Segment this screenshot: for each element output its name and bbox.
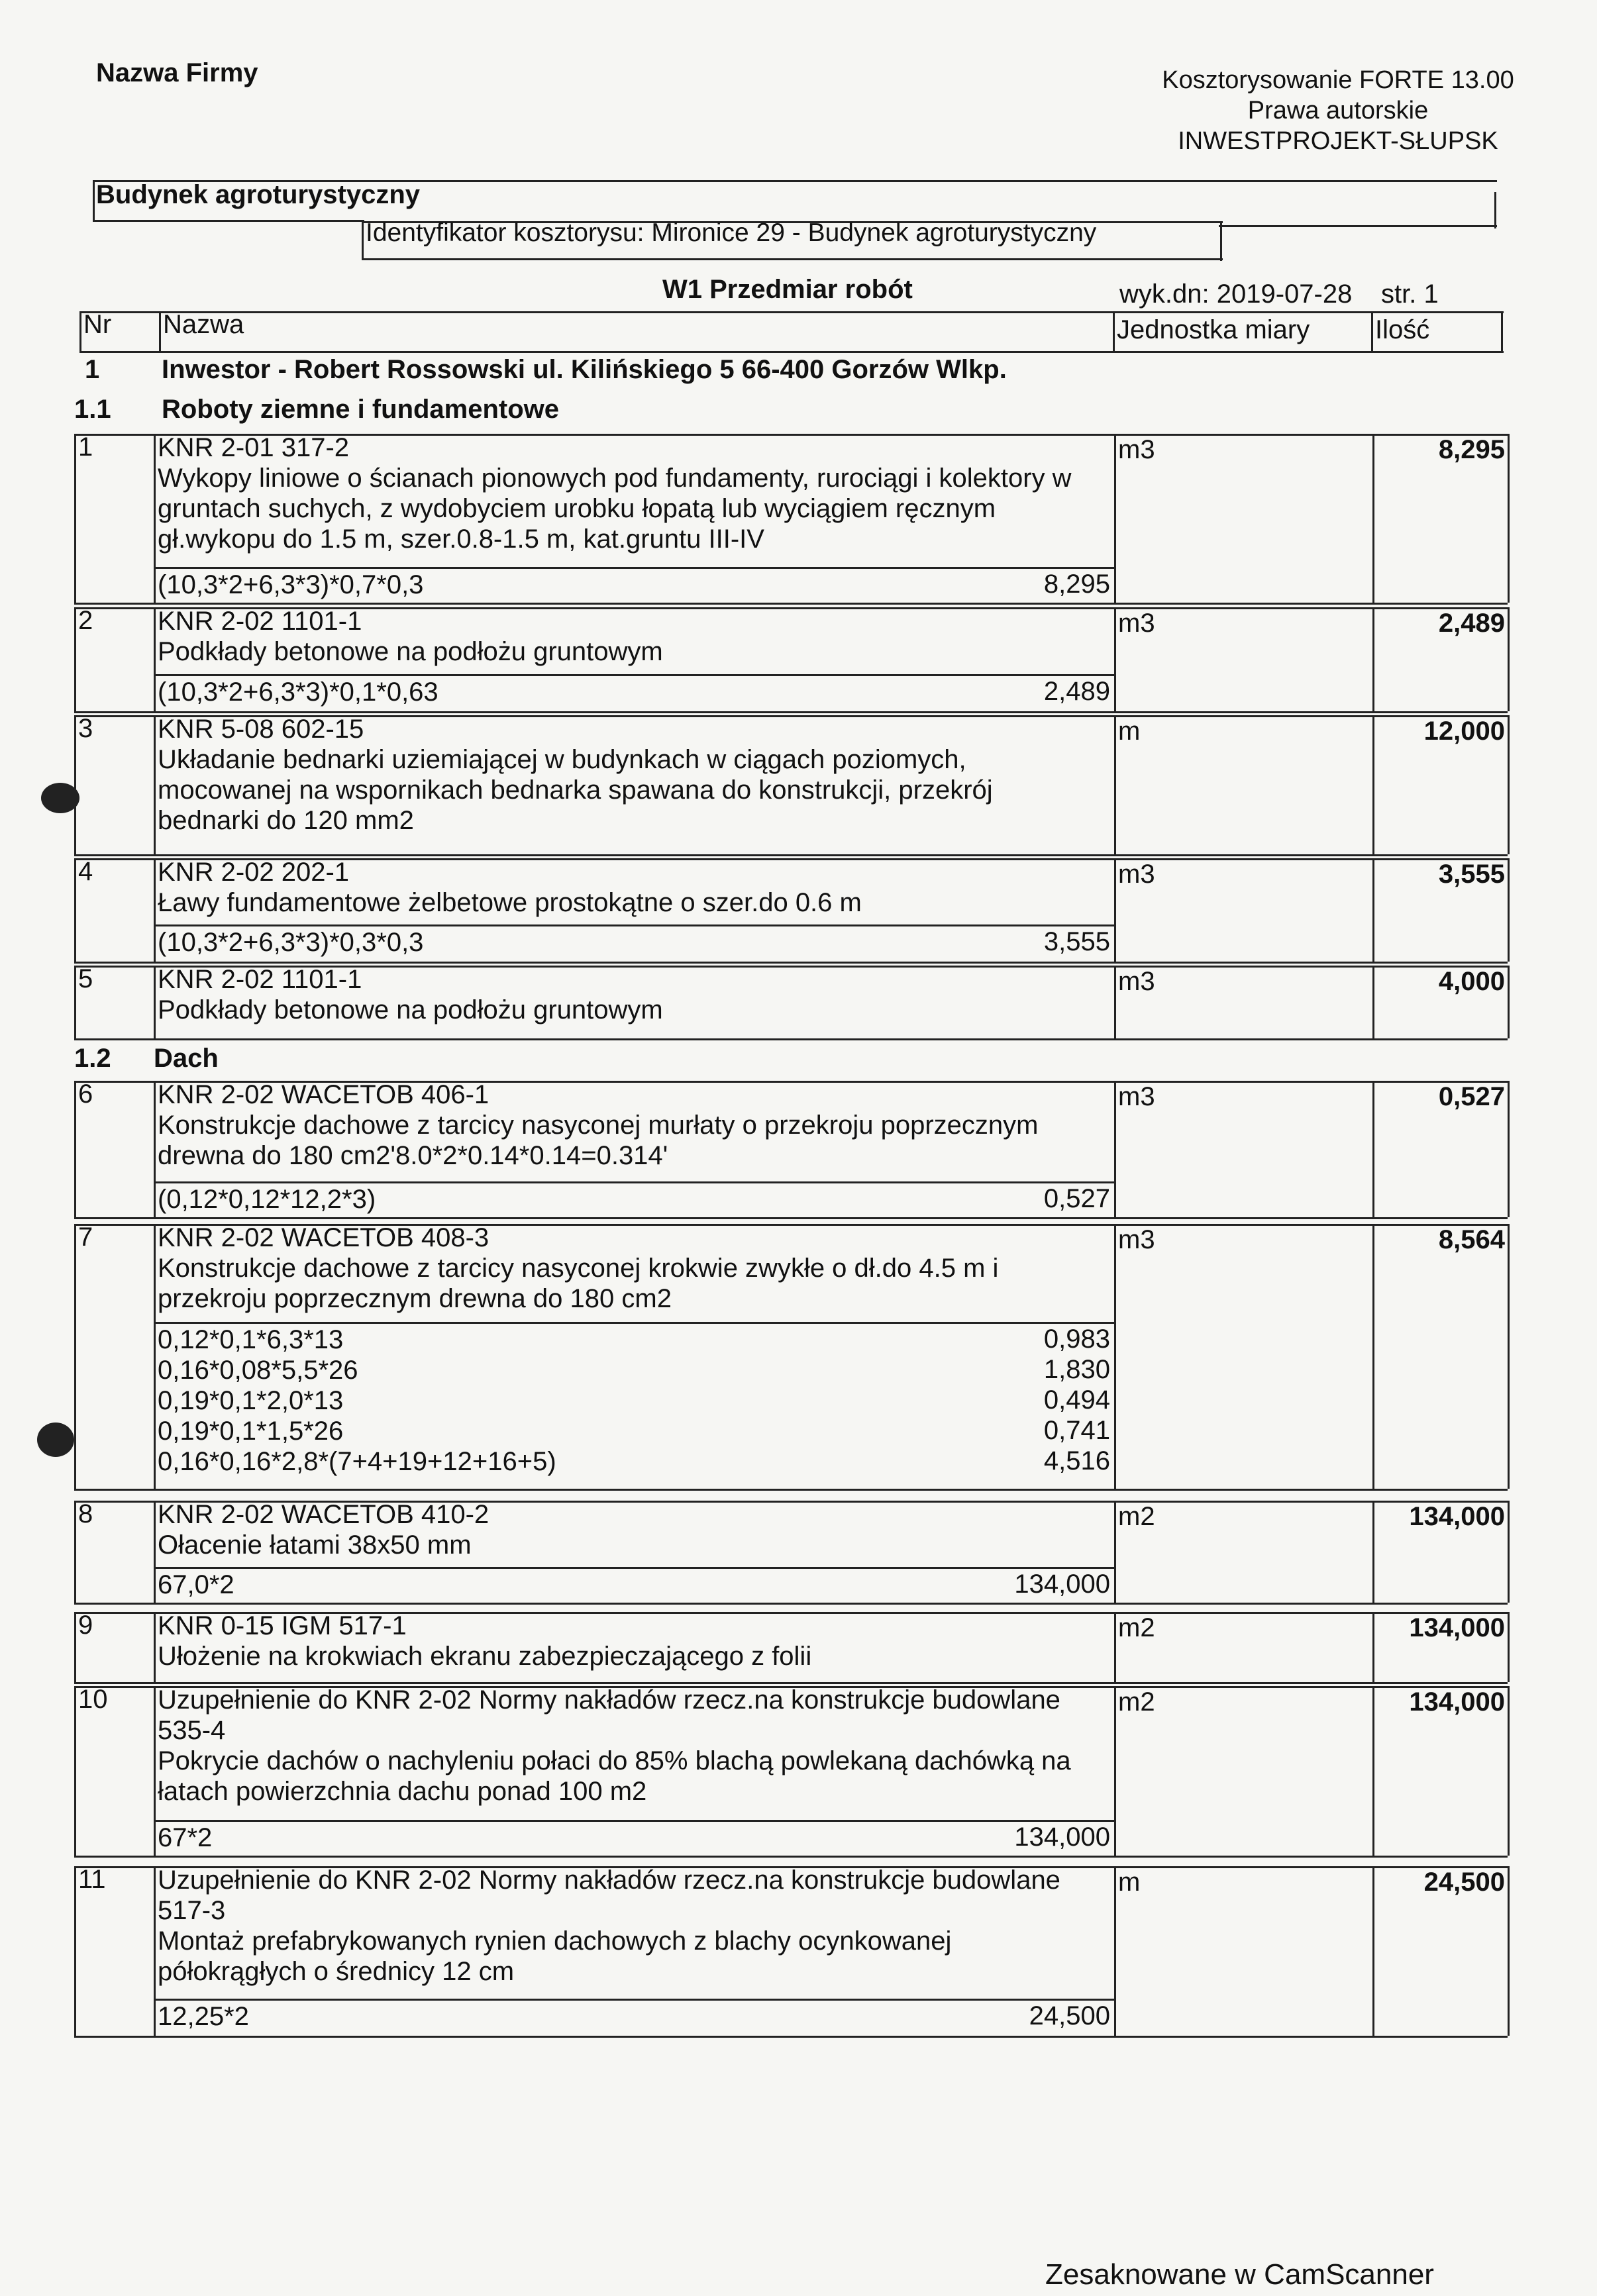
table-rule xyxy=(1114,966,1116,1038)
table-rule xyxy=(1114,1224,1116,1489)
table-rule xyxy=(154,924,1114,926)
item-description: gruntach suchych, z wydobyciem urobku łopatą lub wyciągiem ręcznym xyxy=(158,494,996,523)
table-rule xyxy=(74,1686,76,1856)
table-rule xyxy=(74,1603,1508,1605)
item-number: 9 xyxy=(78,1611,93,1640)
item-quantity: 4,000 xyxy=(1438,967,1505,996)
page-number: str. 1 xyxy=(1381,279,1439,309)
calc-value: 0,741 xyxy=(1043,1416,1110,1445)
section-nr: 1.1 xyxy=(74,395,111,424)
item-code: KNR 2-02 WACETOB 406-1 xyxy=(158,1080,489,1109)
table-rule xyxy=(1508,1081,1510,1217)
table-rule xyxy=(1372,1866,1374,2036)
calc-formula: (10,3*2+6,3*3)*0,3*0,3 xyxy=(158,928,424,957)
table-rule xyxy=(1508,1686,1510,1856)
table-rule xyxy=(1114,1612,1116,1682)
table-rule xyxy=(74,1081,76,1217)
table-rule xyxy=(1372,1224,1374,1489)
item-code: KNR 2-02 1101-1 xyxy=(158,965,362,994)
table-rule xyxy=(154,1612,156,1682)
table-rule xyxy=(1372,858,1374,962)
item-quantity: 134,000 xyxy=(1409,1687,1505,1717)
table-rule xyxy=(1372,715,1374,854)
table-rule xyxy=(154,1322,1114,1324)
table-rule xyxy=(154,434,156,603)
table-rule xyxy=(154,1181,1114,1183)
item-quantity: 12,000 xyxy=(1423,717,1505,746)
table-rule xyxy=(154,1567,1114,1569)
item-code: KNR 2-02 1101-1 xyxy=(158,607,362,636)
item-description: łatach powierzchnia dachu ponad 100 m2 xyxy=(158,1777,647,1806)
table-rule xyxy=(1114,1686,1116,1856)
item-description: Montaż prefabrykowanych rynien dachowych z blachy ocynkowanej xyxy=(158,1926,952,1956)
item-code: Uzupełnienie do KNR 2-02 Normy nakładów rzecz.na konstrukcje budowlane xyxy=(158,1866,1060,1895)
calc-formula: (0,12*0,12*12,2*3) xyxy=(158,1185,376,1214)
table-rule xyxy=(154,1820,1114,1822)
table-rule xyxy=(74,711,1508,713)
table-rule xyxy=(74,434,76,603)
item-quantity: 8,564 xyxy=(1438,1225,1505,1254)
item-code: KNR 2-01 317-2 xyxy=(158,433,350,462)
table-rule xyxy=(74,1856,1508,1858)
item-description: drewna do 180 cm2'8.0*2*0.14*0.14=0.314' xyxy=(158,1141,668,1170)
calc-formula: (10,3*2+6,3*3)*0,7*0,3 xyxy=(158,570,424,599)
item-unit: m3 xyxy=(1118,1225,1155,1254)
column-unit: Jednostka miary xyxy=(1117,315,1310,344)
table-rule xyxy=(74,603,1508,605)
item-description: gł.wykopu do 1.5 m, szer.0.8-1.5 m, kat.gruntu III-IV xyxy=(158,524,764,554)
item-description: Wykopy liniowe o ścianach pionowych pod fundamenty, rurociągi i kolektory w xyxy=(158,464,1072,493)
calc-formula: 0,16*0,16*2,8*(7+4+19+12+16+5) xyxy=(158,1447,556,1476)
section-nr: 1.2 xyxy=(74,1044,111,1073)
table-rule xyxy=(1372,607,1374,711)
calc-formula: 0,12*0,1*6,3*13 xyxy=(158,1325,344,1354)
item-number: 5 xyxy=(78,964,93,993)
software-info xyxy=(1153,65,1523,156)
item-description: mocowanej na wspornikach bednarka spawana do konstrukcji, przekrój xyxy=(158,775,993,805)
table-rule xyxy=(74,1489,1508,1491)
item-unit: m2 xyxy=(1118,1687,1155,1717)
table-rule xyxy=(74,1224,76,1489)
scan-blot xyxy=(37,1423,74,1457)
item-description: Ołacenie łatami 38x50 mm xyxy=(158,1530,472,1560)
table-rule xyxy=(74,854,1508,856)
table-rule xyxy=(74,607,76,711)
item-description: 517-3 xyxy=(158,1896,226,1925)
table-rule xyxy=(74,1612,76,1682)
calc-value: 4,516 xyxy=(1043,1446,1110,1475)
calc-formula: 0,19*0,1*2,0*13 xyxy=(158,1386,344,1415)
calc-value: 0,983 xyxy=(1043,1324,1110,1354)
item-quantity: 134,000 xyxy=(1409,1613,1505,1642)
item-number: 3 xyxy=(78,714,93,743)
item-quantity: 24,500 xyxy=(1423,1868,1505,1897)
table-rule xyxy=(1114,1081,1116,1217)
item-code: KNR 5-08 602-15 xyxy=(158,715,364,744)
item-unit: m3 xyxy=(1118,609,1155,638)
table-rule xyxy=(74,2036,1508,2038)
calc-formula: 67,0*2 xyxy=(158,1570,234,1599)
table-rule xyxy=(74,858,76,962)
calc-formula: 67*2 xyxy=(158,1823,213,1852)
column-qty: Ilość xyxy=(1375,315,1430,344)
table-rule xyxy=(154,966,156,1038)
calc-formula: 12,25*2 xyxy=(158,2002,249,2031)
calc-value: 134,000 xyxy=(1014,1570,1110,1599)
item-description: Pokrycie dachów o nachyleniu połaci do 85% blachą powlekaną dachówką na xyxy=(158,1746,1071,1775)
item-quantity: 0,527 xyxy=(1438,1082,1505,1111)
item-quantity: 134,000 xyxy=(1409,1502,1505,1531)
table-rule xyxy=(1508,858,1510,962)
table-rule xyxy=(154,1501,156,1603)
table-rule xyxy=(74,1217,1508,1219)
item-description: Ułożenie na krokwiach ekranu zabezpieczającego z folii xyxy=(158,1642,812,1671)
calc-value: 1,830 xyxy=(1043,1355,1110,1384)
table-rule xyxy=(1372,966,1374,1038)
table-rule xyxy=(154,567,1114,569)
table-rule xyxy=(1114,858,1116,962)
item-number: 10 xyxy=(78,1685,108,1714)
item-number: 1 xyxy=(78,432,93,462)
item-description: Ławy fundamentowe żelbetowe prostokątne o szer.do 0.6 m xyxy=(158,888,862,917)
item-code: KNR 2-02 WACETOB 410-2 xyxy=(158,1500,489,1529)
section-title: Inwestor - Robert Rossowski ul. Kilińskiego 5 66-400 Gorzów Wlkp. xyxy=(162,355,1007,384)
table-rule xyxy=(154,607,156,711)
item-quantity: 2,489 xyxy=(1438,609,1505,638)
table-rule xyxy=(1508,715,1510,854)
project-title: Budynek agroturystyczny xyxy=(96,180,421,209)
scanner-watermark: Zesaknowane w CamScanner xyxy=(1045,2258,1434,2291)
table-rule xyxy=(1114,715,1116,854)
table-rule xyxy=(74,962,1508,964)
item-description: Konstrukcje dachowe z tarcicy nasyconej murłaty o przekroju poprzecznym xyxy=(158,1111,1039,1140)
calc-value: 2,489 xyxy=(1043,677,1110,706)
calc-formula: (10,3*2+6,3*3)*0,1*0,63 xyxy=(158,677,438,707)
table-rule xyxy=(154,1866,156,2036)
item-code: KNR 2-02 WACETOB 408-3 xyxy=(158,1223,489,1252)
document-title: W1 Przedmiar robót xyxy=(662,275,913,304)
item-description: 535-4 xyxy=(158,1716,226,1745)
calc-value: 0,527 xyxy=(1043,1184,1110,1213)
software-name: Kosztorysowanie FORTE 13.00 xyxy=(1162,66,1514,94)
table-rule xyxy=(154,1224,156,1489)
table-rule xyxy=(1508,434,1510,603)
item-number: 2 xyxy=(78,606,93,635)
item-unit: m xyxy=(1118,1868,1141,1897)
item-quantity: 3,555 xyxy=(1438,860,1505,889)
table-rule xyxy=(1508,1501,1510,1603)
table-rule xyxy=(1114,1866,1116,2036)
table-rule xyxy=(1372,1612,1374,1682)
item-unit: m2 xyxy=(1118,1502,1155,1531)
item-unit: m3 xyxy=(1118,435,1155,464)
item-unit: m3 xyxy=(1118,1082,1155,1111)
calc-value: 0,494 xyxy=(1043,1385,1110,1415)
table-rule xyxy=(74,715,76,854)
company-name: Nazwa Firmy xyxy=(96,58,258,87)
table-rule xyxy=(154,674,1114,676)
item-description: Konstrukcje dachowe z tarcicy nasyconej krokwie zwykłe o dł.do 4.5 m i xyxy=(158,1254,999,1283)
table-rule xyxy=(74,1038,1508,1040)
item-unit: m3 xyxy=(1118,967,1155,996)
copyright-label: Prawa autorskie xyxy=(1247,97,1429,125)
item-number: 11 xyxy=(78,1865,106,1894)
scan-blot xyxy=(41,783,79,813)
section-title: Dach xyxy=(154,1044,219,1073)
item-number: 7 xyxy=(78,1223,93,1252)
item-quantity: 8,295 xyxy=(1438,435,1505,464)
calc-value: 8,295 xyxy=(1043,570,1110,599)
table-rule xyxy=(1372,1686,1374,1856)
table-rule xyxy=(1372,1081,1374,1217)
table-rule xyxy=(1114,1501,1116,1603)
table-rule xyxy=(154,715,156,854)
table-rule xyxy=(1114,434,1116,603)
calc-value: 24,500 xyxy=(1029,2001,1110,2030)
calc-formula: 0,19*0,1*1,5*26 xyxy=(158,1417,344,1446)
table-rule xyxy=(154,1081,156,1217)
calc-value: 3,555 xyxy=(1043,927,1110,956)
item-unit: m3 xyxy=(1118,860,1155,889)
vendor-name: INWESTPROJEKT-SŁUPSK xyxy=(1178,127,1498,155)
table-rule xyxy=(1508,966,1510,1038)
table-rule xyxy=(1508,1612,1510,1682)
table-rule xyxy=(1372,1501,1374,1603)
section-title: Roboty ziemne i fundamentowe xyxy=(162,395,560,424)
table-rule xyxy=(154,1686,156,1856)
item-unit: m xyxy=(1118,717,1141,746)
column-nr: Nr xyxy=(83,310,112,339)
item-description: Układanie bednarki uziemiającej w budynkach w ciągach poziomych, xyxy=(158,745,966,774)
table-rule xyxy=(74,1866,76,2036)
table-rule xyxy=(1372,434,1374,603)
document-date: wyk.dn: 2019-07-28 xyxy=(1119,279,1353,309)
table-rule xyxy=(1508,1224,1510,1489)
item-code: Uzupełnienie do KNR 2-02 Normy nakładów rzecz.na konstrukcje budowlane xyxy=(158,1685,1060,1715)
section-nr: 1 xyxy=(85,355,100,384)
table-rule xyxy=(1508,607,1510,711)
table-rule xyxy=(1508,1866,1510,2036)
table-rule xyxy=(74,1682,1508,1684)
item-description: półokrągłych o średnicy 12 cm xyxy=(158,1957,515,1986)
table-rule xyxy=(154,1999,1114,2001)
item-description: przekroju poprzecznym drewna do 180 cm2 xyxy=(158,1284,672,1313)
column-name: Nazwa xyxy=(163,310,244,339)
table-rule xyxy=(154,858,156,962)
item-code: KNR 0-15 IGM 517-1 xyxy=(158,1611,407,1640)
table-rule xyxy=(74,966,76,1038)
item-number: 4 xyxy=(78,857,93,886)
item-description: bednarki do 120 mm2 xyxy=(158,806,414,835)
item-code: KNR 2-02 202-1 xyxy=(158,858,350,887)
item-description: Podkłady betonowe na podłożu gruntowym xyxy=(158,637,663,666)
table-rule xyxy=(1114,607,1116,711)
estimate-identifier: Identyfikator kosztorysu: Mironice 29 - Budynek agroturystyczny xyxy=(366,219,1097,247)
calc-value: 134,000 xyxy=(1014,1822,1110,1852)
item-number: 6 xyxy=(78,1079,93,1109)
calc-formula: 0,16*0,08*5,5*26 xyxy=(158,1356,358,1385)
item-number: 8 xyxy=(78,1499,93,1528)
table-rule xyxy=(74,1501,76,1603)
item-description: Podkłady betonowe na podłożu gruntowym xyxy=(158,995,663,1024)
item-unit: m2 xyxy=(1118,1613,1155,1642)
